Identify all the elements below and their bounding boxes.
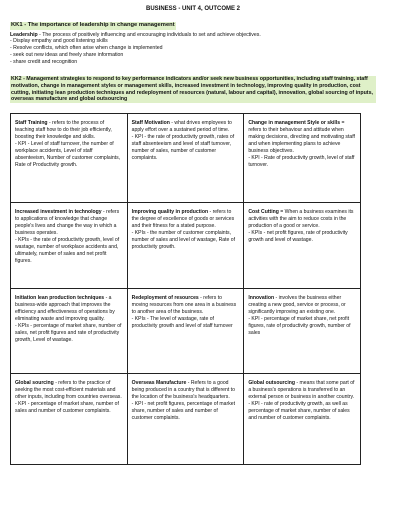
strategy-cell xyxy=(11,374,128,465)
strategy-term: Global sourcing xyxy=(15,380,54,387)
strategy-term: Global outsourcing xyxy=(248,380,296,387)
strategy-cell xyxy=(11,203,128,289)
table-row xyxy=(11,203,361,289)
strategy-term: Initiation lean production techniques xyxy=(15,295,105,302)
strategy-term: Innovation xyxy=(248,295,275,302)
strategy-body: - Refers to a good being produced in a country that is different to the location of the business's headquarters. - KPI - net profit figures, percentage of market share, number of sales and number of customer complaints. xyxy=(131,380,235,421)
strategy-cell xyxy=(244,114,361,203)
strategy-cell xyxy=(244,374,361,465)
table-row xyxy=(11,114,361,203)
page-title: BUSINESS - UNIT 4, OUTCOME 2 xyxy=(145,6,240,12)
strategy-term: Cost Cutting xyxy=(248,209,279,216)
strategy-body: - refers to applications of knowledge that change people's lives and change the way in which a business operates. - KPIs - the rate of productivity growth, level of wastage, number of workplace accidents and, ultimately, number of sales and net profit figures. xyxy=(15,209,120,264)
leadership-point: - seek out new ideas and freely share information xyxy=(10,52,124,59)
strategy-body: - refers to moving resources from one area in a business to another area of the business. - KPIs - The level of wastage, rate of productivity growth and level of staff turnover xyxy=(131,295,237,330)
strategy-term: Overseas Manufacture xyxy=(131,380,187,387)
strategy-body: = When a business examines its activities with the aim to reduce costs in the production of a good or service. - KPIs - net profit figures, rate of productivity growth and level of wastage. xyxy=(248,209,354,244)
strategy-body: = refers to their behaviour and attitude when making decisions, directing and motivating staff and when implementing plans to achieve business objectives. - KPI - Rate of productivity growth, level of staff turnover. xyxy=(248,120,355,168)
strategy-cell xyxy=(127,374,244,465)
strategy-body: - means that some part of a business's operations is transferred to an external person or business in another country. - KPI - rate of productivity growth, as well as percentage of market share, number of sales and number of customer complaints. xyxy=(248,380,355,421)
strategy-body: - a business-wide approach that improves the efficiency and effectiveness of operations by eliminating waste and improving quality. - KPIs - percentage of market share, number of sales, net profit figures and rate of productivity growth, Level of wastage. xyxy=(15,295,122,343)
strategy-body: - refers to the degree of excellence of goods or services and their fitness for a stated purpose. - KPIs - the number of customer complaints, number of sales and level of wastage, Rate of productivity growth. xyxy=(131,209,236,250)
strategy-term: Improving quality in production xyxy=(131,209,209,216)
table-row xyxy=(11,289,361,374)
strategy-cell xyxy=(244,289,361,374)
leadership-definition-text: - The process of positively influencing and encouraging individuals to set and achieve objectives. xyxy=(37,31,261,38)
kk2-heading: KK2 - Management strategies to respond to key performance indicators and/or seek new business opportunities, including staff training, staff motivation, change in management styles or management skills, increased investment in technology, improving quality in production, cost cutting, initiating lean production techniques and redeployment of resources (natural, labour and capital), innovation, global sourcing of inputs, overseas manufacture and global outsourcing xyxy=(10,76,376,104)
strategy-cell xyxy=(11,114,128,203)
strategy-term: Redeployment of resources xyxy=(131,295,199,302)
strategy-body: - what drives employees to apply effort over a sustained period of time. - KPI - the rate of productivity growth, rates of staff absenteeism and level of staff turnover, number of sales, number of customer complaints. xyxy=(131,120,235,161)
leadership-term: Leadership xyxy=(10,31,38,38)
strategy-body: - refers to the process of teaching staff how to do their job efficiently, boosting their knowledge and skills. - KPI - Level of staff turnover, the number of workplace accidents, Level of staff absenteeism, Number of customer complaints, Rate of Productivity growth. xyxy=(15,120,121,168)
strategy-cell xyxy=(244,203,361,289)
leadership-point: - share credit and recognition xyxy=(10,58,78,65)
table-row xyxy=(11,374,361,465)
leadership-point: - Resolve conflicts, which often arise when change is implemented xyxy=(10,45,163,52)
kk1-section xyxy=(10,22,376,66)
leadership-points xyxy=(10,38,376,65)
leadership-point: - Display empathy and good listening skills xyxy=(10,38,108,45)
strategy-cell xyxy=(11,289,128,374)
strategies-table xyxy=(10,113,361,465)
strategy-body: - involves the business either creating a new good, service or process, or significantly improving an existing one. - KPI - percentage of market share, net profit figures, rate of productivity growth, number of sales xyxy=(248,295,351,336)
leadership-definition xyxy=(10,32,376,39)
kk1-heading: KK1 - The importance of leadership in change management xyxy=(11,21,175,28)
strategy-term: Change in management Style or skills xyxy=(248,120,341,127)
strategy-term: Staff Training xyxy=(15,120,48,127)
strategy-body: - refers to the practice of seeking the most cost-efficient materials and other inputs, including from countries overseas. - KPI - percentage of market share, number of sales and number of customer complaints. xyxy=(15,380,122,415)
strategy-term: Staff Motivation xyxy=(131,120,170,127)
strategy-cell xyxy=(127,203,244,289)
strategy-cell xyxy=(127,114,244,203)
strategy-cell xyxy=(127,289,244,374)
strategy-term: Increased investment in technology xyxy=(15,209,102,216)
